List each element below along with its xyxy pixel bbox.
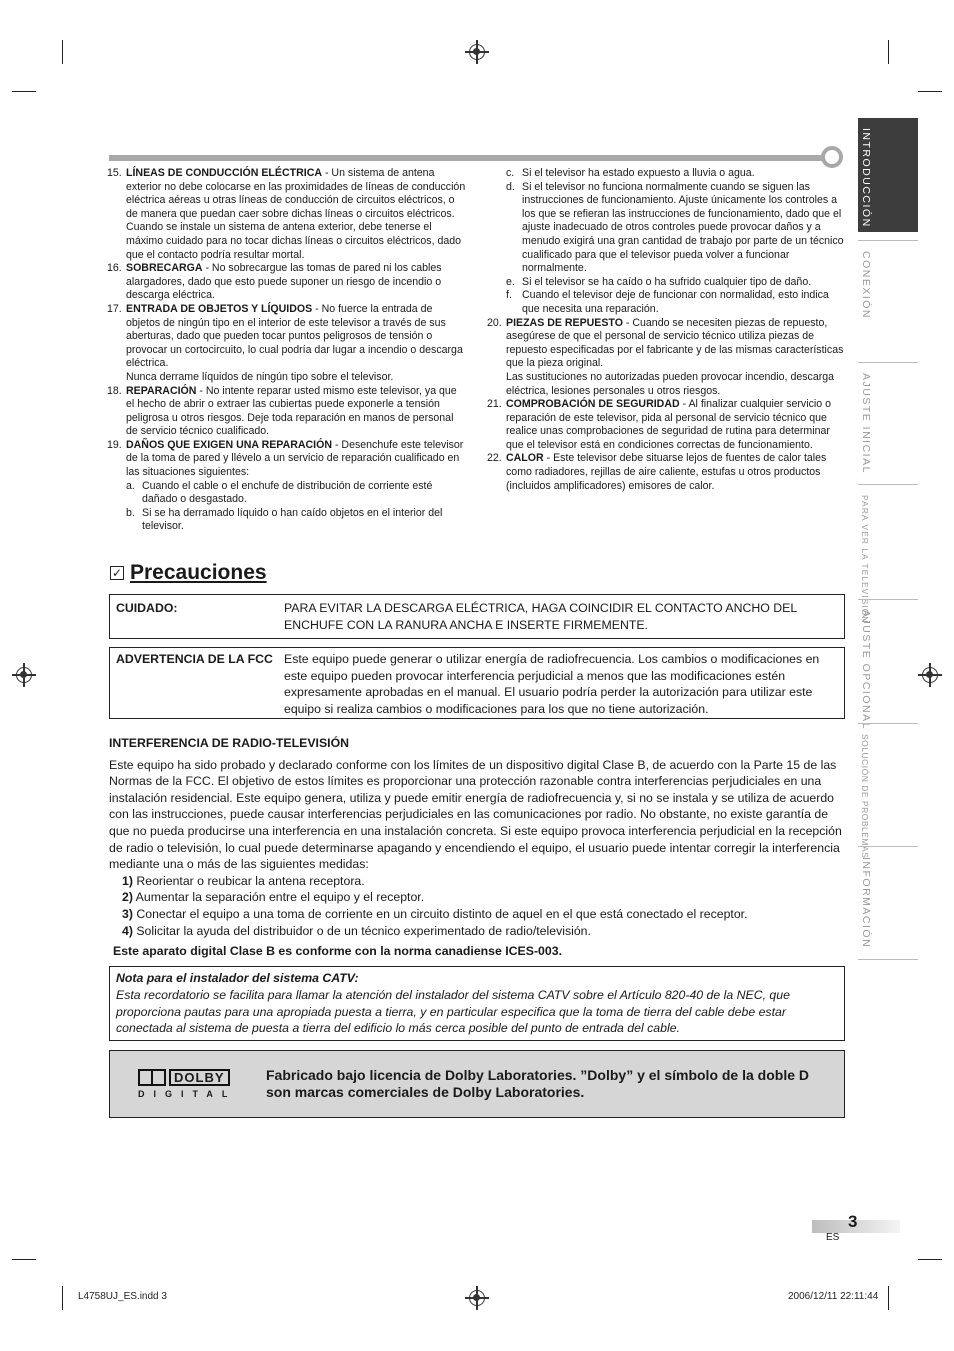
registration-mark-icon <box>922 667 938 683</box>
dolby-license-text: Fabricado bajo licencia de Dolby Laboratories. ”Dolby” y el símbolo de la doble D son marcas comerciales de Dolby Laboratories. <box>266 1067 810 1100</box>
section-tabs <box>858 118 918 960</box>
list-item <box>487 398 847 452</box>
item-number: 22. <box>487 452 502 465</box>
item-number: 18. <box>107 384 122 397</box>
tab-label: INTRODUCCIÓN <box>860 128 872 228</box>
item-title: ENTRADA DE OBJETOS Y LÍQUIDOS <box>126 302 313 315</box>
sub-text: Si el televisor ha estado expuesto a lluvia o agua. <box>522 167 755 179</box>
item-title: COMPROBACIÓN DE SEGURIDAD <box>506 398 680 411</box>
list-item <box>107 303 467 371</box>
item-number: 19. <box>107 438 122 451</box>
sub-letter: d. <box>506 180 515 193</box>
measure-item <box>109 906 845 923</box>
header-circle-icon <box>821 146 843 168</box>
checkbox-icon: ✓ <box>111 566 123 580</box>
item-text: - Un sistema de antena exterior no debe colocarse en las proximidades de líneas de conducción eléctrica aéreas u otras líneas de conducción de circuitos eléctricos, o de manera que puedan caer sobre dichas líneas o circuitos eléctricos. Cuando se instale un sistema de antena exterior, debe tenerse el máximo cuidado para no tocar dichas líneas o circuitos eléctricos, dado que el contacto podría resultar mortal. <box>126 167 466 261</box>
sub-text: Cuando el cable o el enchufe de distribución de corriente esté dañado o desgastado. <box>142 479 433 506</box>
sub-letter: a. <box>126 479 135 492</box>
tab-solucion-de-problemas[interactable] <box>858 723 918 859</box>
item-text: - Este televisor debe situarse lejos de fuentes de calor tales como radiadores, rejillas de aire caliente, estufas u otros productos (incluidos amplificadores) emisores de calor. <box>506 452 827 492</box>
registration-mark-icon <box>16 667 32 683</box>
sub-item <box>487 167 847 181</box>
sub-letter: e. <box>506 275 515 288</box>
measure-text: Reorientar o reubicar la antena receptora. <box>132 873 365 888</box>
tab-conexion[interactable] <box>858 240 918 362</box>
list-item <box>487 317 847 371</box>
registration-mark-icon <box>469 44 485 60</box>
footer-filename: L4758UJ_ES.indd 3 <box>78 1291 167 1302</box>
sub-item <box>487 276 847 290</box>
section-title: Precauciones <box>130 561 267 584</box>
item-number: 21. <box>487 398 502 411</box>
measure-text: Conectar el equipo a una toma de corriente en un circuito distinto de aquel en el que está conectado el receptor. <box>132 906 748 921</box>
sub-text: Si se ha derramado líquido o han caído objetos en el interior del televisor. <box>142 506 443 533</box>
sub-text: Si el televisor no funciona normalmente cuando se siguen las instrucciones de funcionamiento. Ajuste únicamente los controles a los que se refieran las instrucciones de funcionamiento, dado que el ajuste inadecuado de otros controles puede provocar daños y a menudo exigirá una gran cantidad de trabajo por parte de un técnico cualificado para que el televisor pueda volver a funcionar normalmente. <box>522 180 844 275</box>
dolby-digital-logo <box>138 1069 237 1101</box>
tab-ajuste-inicial[interactable] <box>858 362 918 484</box>
interference-heading: INTERFERENCIA DE RADIO-TELEVISIÓN <box>109 736 350 750</box>
catv-note-box <box>109 966 845 1041</box>
fcc-text: Este equipo puede generar o utilizar energía de radiofrecuencia. Los cambios o modificaciones en este equipo pueden provocar interferencia perjudicial a menos que las modificaciones estén expresamente aprobadas en el manual. El usuario podría perder la autorización para utilizar este equipo si realiza cambios o modificaciones para los que no tiene autorización. <box>284 652 820 716</box>
item-text: - Cuando se necesiten piezas de repuesto, asegúrese de que el personal de servicio técnico utiliza piezas de repuesto especificadas por el fabricante y de las mismas características que la pieza original. <box>506 316 844 370</box>
tab-ajuste-opcional[interactable] <box>858 599 918 730</box>
sub-text: Cuando el televisor deje de funcionar con normalidad, esto indica que necesita una reparación. <box>522 289 829 315</box>
item-number: 15. <box>107 167 122 179</box>
sub-letter: f. <box>506 289 512 302</box>
item-title: SOBRECARGA <box>126 262 203 275</box>
sub-item <box>487 289 847 316</box>
item-number: 17. <box>107 302 122 315</box>
crop-mark <box>888 1286 889 1310</box>
item-title: PIEZAS DE REPUESTO <box>506 316 623 329</box>
tab-label: INFORMACIÓN <box>860 857 872 949</box>
logo-word: DOLBY <box>169 1069 230 1086</box>
item-text: - Al finalizar cualquier servicio o reparación de este televisor, pida al personal de servicio técnico que realice unas comprobaciones de seguridad de rutina para determinar que el televisor está en condiciones correctas de funcionamiento. <box>506 398 831 451</box>
logo-subtext: DIGITAL <box>138 1089 237 1099</box>
fcc-label: ADVERTENCIA DE LA FCC <box>116 652 273 666</box>
item-text: - No sobrecargue las tomas de pared ni los cables alargadores, dado que esto puede suponer un riesgo de incendio o descarga eléctrica. <box>126 262 442 302</box>
crop-mark <box>918 91 942 92</box>
language-code: ES <box>826 1232 840 1243</box>
crop-mark <box>888 40 889 64</box>
item-number: 16. <box>107 262 122 275</box>
tab-label: PARA VER LA TELEVISIÓN <box>860 495 870 624</box>
crop-mark <box>12 91 36 92</box>
cuidado-box <box>109 594 845 639</box>
tab-label: SOLUCIÓN DE PROBLEMAS <box>860 734 870 859</box>
measure-item <box>109 873 845 890</box>
interference-section <box>109 735 845 960</box>
header-rule <box>109 155 829 161</box>
registration-mark-icon <box>469 1290 485 1306</box>
tab-para-ver-la-television[interactable] <box>858 484 918 624</box>
measure-item <box>109 889 845 906</box>
safety-list-right <box>487 167 847 493</box>
item-number: 20. <box>487 316 502 329</box>
measure-number: 4) <box>122 923 133 938</box>
safety-list-left <box>107 167 467 534</box>
measure-text: Aumentar la separación entre el equipo y el receptor. <box>132 890 425 905</box>
fcc-warning-box <box>109 647 845 719</box>
catv-heading: Nota para el instalador del sistema CATV: <box>116 971 359 985</box>
sub-item <box>487 181 847 276</box>
item-note: Las sustituciones no autorizadas pueden provocar incendio, descarga eléctrica, lesiones personales u otros riesgos. <box>506 370 835 397</box>
crop-mark <box>12 1259 36 1260</box>
crop-mark <box>62 1286 63 1310</box>
list-item <box>107 167 467 262</box>
item-title: REPARACIÓN <box>126 384 197 397</box>
sub-item <box>107 507 467 534</box>
crop-mark <box>62 40 63 64</box>
cuidado-text: PARA EVITAR LA DESCARGA ELÉCTRICA, HAGA COINCIDIR EL CONTACTO ANCHO DEL ENCHUFE CON LA RANURA ANCHA E INSERTE FIRMEMENTE. <box>284 601 797 632</box>
item-text: - No fuerce la entrada de objetos de ningún tipo en el interior de este televisor a través de sus aberturas, dado que pueden tocar puntos peligrosos de tensión o provocar un cortocircuito, lo cual podría dar lugar a incendio o descarga eléctrica. <box>126 302 463 370</box>
canada-compliance: Este aparato digital Clase B es conforme con la norma canadiense ICES-003. <box>113 944 562 959</box>
interference-paragraph: Este equipo ha sido probado y declarado conforme con los límites de un dispositivo digital Clase B, de acuerdo con la Parte 15 de las Normas de la FCC. El objetivo de estos límites es proporcionar una protección razonable contra interferencias perjudiciales en una instalación residencial. Este equipo genera, utiliza y puede emitir energía de radiofrecuencia y, si no se instala y se utiliza de acuerdo con las instrucciones, puede causar interferencias perjudiciales en las comunicaciones por radio. No obstante, no existe garantía de que no pueda producirse una interferencia en una instalación concreta. Si este equipo provoca interferencia perjudicial en la recepción de radio o televisión, lo cual puede determinarse apagando y encendiendo el equipo, el usuario puede intentar corregir la interferencia mediante una o más de las siguientes medidas: <box>109 757 842 872</box>
sub-item <box>107 480 467 507</box>
sub-letter: b. <box>126 506 135 519</box>
item-text: - Desenchufe este televisor de la toma de pared y llévelo a un servicio de reparación cualificado en las situaciones siguientes: <box>126 438 464 479</box>
sub-letter: c. <box>506 167 515 179</box>
section-heading <box>110 561 267 585</box>
double-d-icon <box>138 1069 166 1086</box>
measure-item <box>109 923 845 940</box>
item-text: - No intente reparar usted mismo este televisor, ya que el hecho de abrir o extraer las cubiertas puede exponerle a tensión peligrosa u otros riesgos. Deje toda reparación en manos de personal de servicio técnico cualificado. <box>126 384 457 438</box>
measure-text: Solicitar la ayuda del distribuidor o de un técnico experimentado de radio/televisión. <box>132 923 591 938</box>
tab-label: AJUSTE INICIAL <box>860 373 872 474</box>
list-item <box>487 452 847 493</box>
footer-timestamp: 2006/12/11 22:11:44 <box>788 1291 879 1302</box>
tab-informacion[interactable] <box>858 846 918 960</box>
item-title: DAÑOS QUE EXIGEN UNA REPARACIÓN <box>126 438 333 451</box>
page-number: 3 <box>848 1212 858 1231</box>
item-title: CALOR <box>506 452 544 465</box>
measure-number: 2) <box>122 890 133 905</box>
measure-number: 1) <box>122 873 133 888</box>
cuidado-label: CUIDADO: <box>116 601 178 615</box>
sub-text: Si el televisor se ha caído o ha sufrido cualquier tipo de daño. <box>522 275 812 288</box>
measure-number: 3) <box>122 906 133 921</box>
tab-label: CONEXIÓN <box>860 251 872 320</box>
list-item <box>107 385 467 439</box>
dolby-box <box>109 1050 845 1118</box>
crop-mark <box>918 1259 942 1260</box>
list-item <box>107 439 467 480</box>
list-item <box>107 262 467 303</box>
tab-label: AJUSTE OPCIONAL <box>860 610 872 730</box>
catv-text: Esta recordatorio se facilita para llamar la atención del instalador del sistema CATV sobre el Artículo 820-40 de la NEC, que proporciona pautas para una apropiada puesta a tierra, y en particular especifica que la toma de tierra del cable debe estar conectada al sistema de puesta a tierra del edificio lo más cerca posible del punto de entrada del cable. <box>116 987 790 1036</box>
item-title: LÍNEAS DE CONDUCCIÓN ELÉCTRICA <box>126 167 322 179</box>
item-note: Nunca derrame líquidos de ningún tipo sobre el televisor. <box>126 370 394 383</box>
tab-introduccion[interactable] <box>858 118 918 232</box>
